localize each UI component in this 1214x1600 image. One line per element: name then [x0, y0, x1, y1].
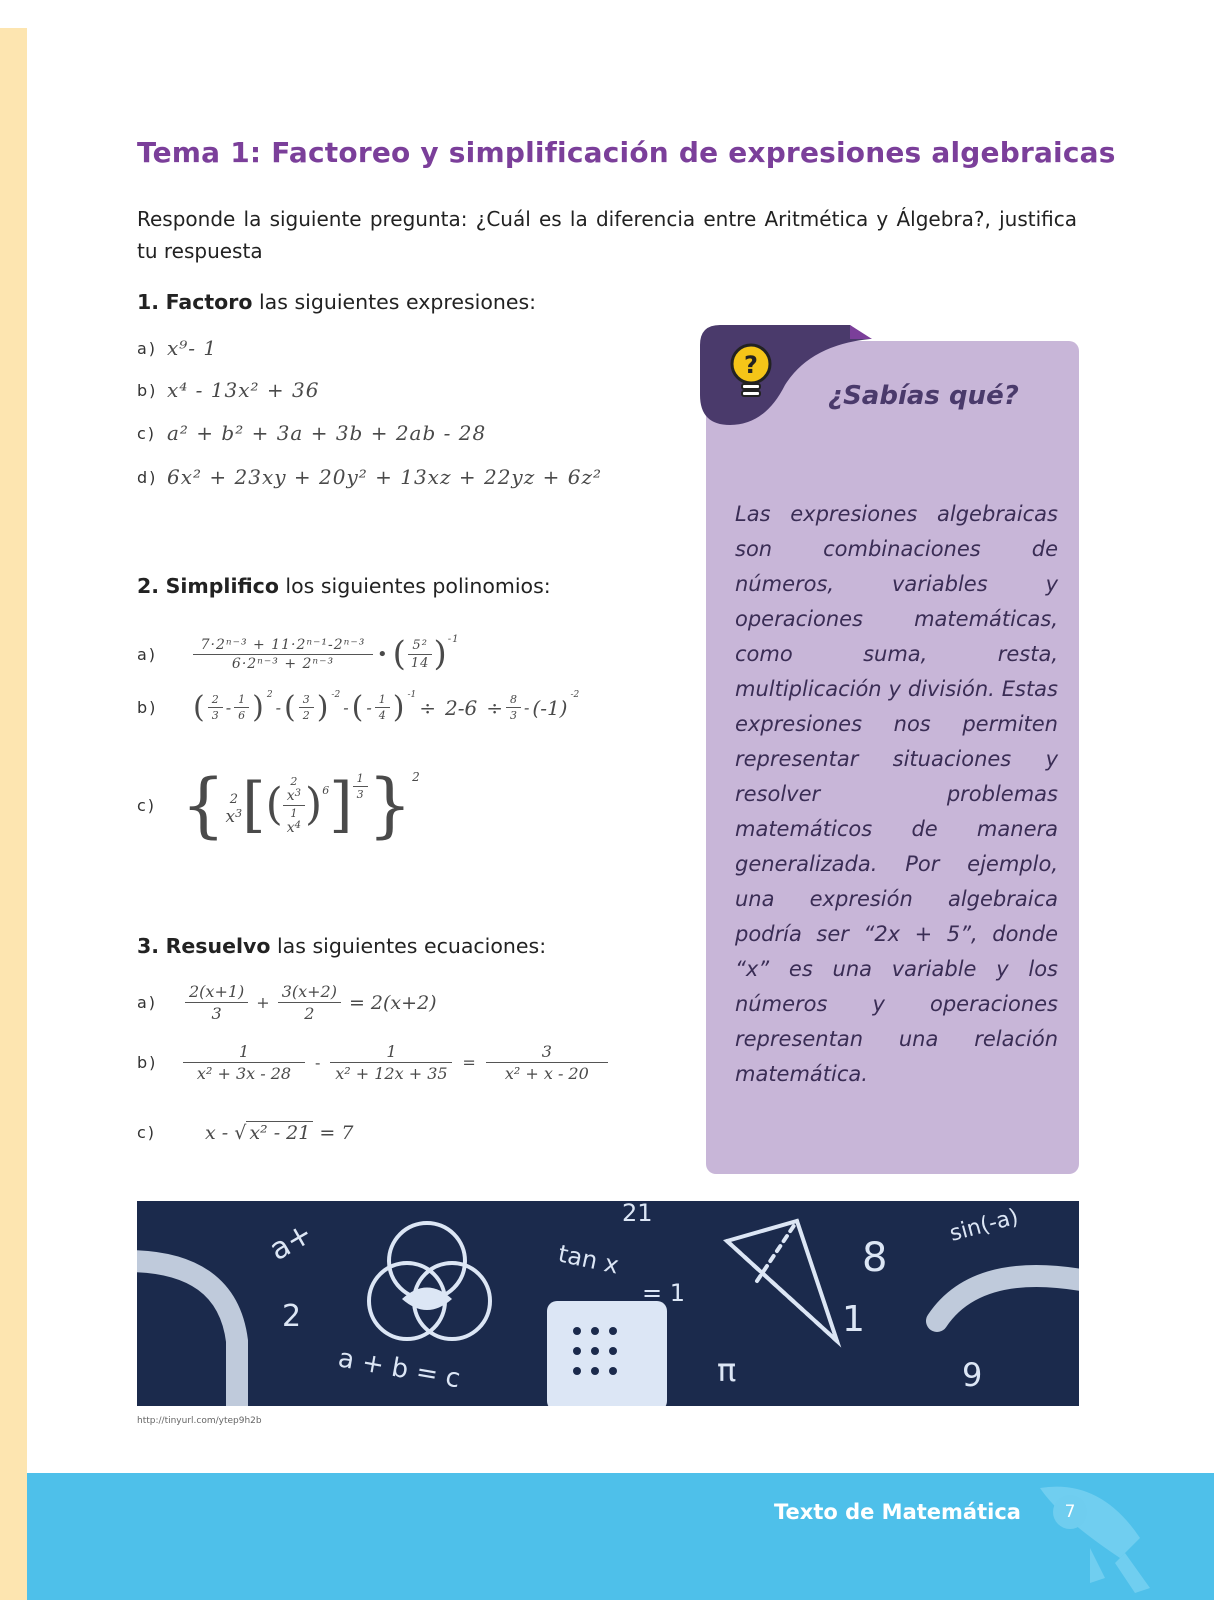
exercise-3a — [137, 982, 437, 1023]
banner-glyph: = 1 — [642, 1279, 686, 1307]
exponent-fraction — [353, 772, 368, 801]
paren: ( — [193, 690, 205, 725]
minus: - — [315, 1053, 321, 1072]
numerator: 3 — [299, 693, 314, 708]
right-side: = 7 — [313, 1121, 354, 1144]
paren-close: ) — [433, 634, 448, 674]
section3-rest: las siguientes ecuaciones: — [270, 934, 547, 958]
brace-open: { — [181, 764, 226, 846]
expression: 6x² + 23xy + 20y² + 13xz + 22yz + 6z² — [167, 465, 603, 489]
section3-heading — [137, 934, 546, 958]
denominator: 14 — [410, 655, 430, 671]
numerator — [283, 775, 305, 806]
bracket-open: [ — [242, 770, 266, 840]
exponent-denominator: 3 — [294, 787, 302, 799]
paren: ( — [283, 690, 296, 725]
negative-sign: - — [366, 698, 372, 717]
section2-verb: Simplifico — [165, 574, 279, 598]
numerator: 1 — [375, 693, 390, 708]
footer-book-title: Texto de Matemática — [774, 1500, 1021, 1524]
fraction — [185, 982, 248, 1023]
numerator: 7·2ⁿ⁻³ + 11·2ⁿ⁻¹-2ⁿ⁻³ — [193, 637, 373, 655]
banner-glyph: 21 — [622, 1201, 653, 1227]
section1-number: 1. — [137, 290, 160, 314]
item-label: a) — [137, 338, 158, 358]
equals: = — [462, 1053, 476, 1072]
left-side: x - — [205, 1121, 235, 1144]
exercise-2a — [137, 634, 459, 674]
denominator: 2 — [302, 709, 310, 722]
inner-fraction — [407, 638, 434, 671]
expression-2a — [193, 634, 459, 674]
bracket-close: ] — [329, 770, 353, 840]
calculator-icon — [547, 1301, 667, 1406]
exercise-1d — [137, 465, 602, 489]
section1-rest: las siguientes expresiones: — [252, 290, 537, 314]
item-label: a) — [137, 993, 158, 1012]
expression: x⁹- 1 — [167, 336, 218, 360]
did-you-know-title: ¿Sabías qué? — [828, 381, 1019, 411]
denominator: 3 — [211, 1004, 222, 1023]
banner-glyph: sin(-a) — [947, 1204, 1022, 1247]
banner-glyph: tan x — [555, 1239, 622, 1280]
exercise-1a — [137, 336, 217, 360]
minus: - — [523, 698, 530, 717]
exponent-denominator: 4 — [294, 819, 302, 831]
equation-3c — [205, 1121, 353, 1144]
minus: - — [225, 698, 232, 717]
item-label: a) — [137, 644, 158, 664]
exponent: 2 — [266, 690, 273, 700]
exponent: -1 — [407, 690, 417, 700]
paren: ) — [392, 690, 405, 725]
equation-3b — [183, 1042, 608, 1083]
base: x — [286, 787, 295, 804]
fraction — [506, 693, 521, 722]
svg-text:?: ? — [744, 351, 758, 379]
fraction — [183, 1042, 305, 1083]
denominator: 2 — [304, 1004, 315, 1023]
paren: ) — [316, 690, 329, 725]
item-label: b) — [137, 1053, 158, 1072]
banner-glyph: 8 — [862, 1235, 888, 1281]
equation-3a — [185, 982, 437, 1023]
image-credit-link[interactable]: http://tinyurl.com/ytep9h2b — [137, 1416, 262, 1426]
numerator: 8 — [506, 693, 521, 708]
item-label: b) — [137, 698, 158, 717]
denominator: x² + 3x - 28 — [196, 1064, 292, 1083]
plus: + — [256, 993, 270, 1012]
numerator: 3(x+2) — [278, 982, 341, 1003]
fraction — [299, 693, 314, 722]
banner-glyph: a + b = c — [335, 1343, 463, 1395]
exercise-2b — [137, 690, 579, 725]
numerator: 5² — [408, 638, 431, 655]
numerator: 2(x+1) — [185, 982, 248, 1003]
lightbulb-question-icon — [727, 342, 775, 402]
denominator: x² + x - 20 — [504, 1064, 589, 1083]
expression: a² + b² + 3a + 3b + 2ab - 28 — [167, 421, 487, 445]
exponent: -1 — [447, 634, 460, 645]
exponent-numerator: 2 — [290, 774, 298, 788]
numerator: 3 — [486, 1042, 608, 1063]
exponent: 6 — [322, 784, 330, 797]
main-fraction — [193, 637, 373, 672]
left-margin-strip — [0, 28, 27, 1600]
expression-2b — [193, 690, 579, 725]
math-banner-image — [137, 1201, 1079, 1406]
numerator: 1 — [330, 1042, 452, 1063]
right-side: = 2(x+2) — [348, 991, 437, 1014]
term: 2-6 — [445, 695, 478, 720]
fraction — [283, 775, 305, 836]
exercise-2c — [137, 764, 420, 846]
intro-question: Responde la siguiente pregunta: ¿Cuál es la diferencia entre Aritmética y Álgebra?, justifica tu respuesta — [137, 207, 1077, 263]
item-label: c) — [137, 795, 157, 815]
page-title: Tema 1: Factoreo y simplificación de expresiones algebraicas — [137, 136, 1116, 169]
divide-sign: ÷ — [486, 695, 503, 720]
numerator: 1 — [183, 1042, 305, 1063]
base: x — [225, 806, 236, 827]
banner-glyph: a+ — [263, 1215, 319, 1268]
fraction — [330, 1042, 452, 1083]
exercise-1c — [137, 421, 486, 445]
numerator: 1 — [353, 772, 368, 787]
section1-heading — [137, 290, 536, 314]
denominator: 4 — [378, 709, 386, 722]
item-label: b) — [137, 380, 158, 400]
base: x — [286, 819, 295, 836]
brace-close: } — [367, 764, 413, 846]
did-you-know-text: Las expresiones algebraicas son combinaciones de números, variables y operaciones matemáticas, como suma, resta, multiplicación y división. Estas expresiones nos permiten representar situaciones y resolver problemas matemáticos de manera generalizada. Por ejemplo, una expresión algebraica podría ser “2x + 5”, donde “x” es una variable y los números y operaciones representan una relación matemática. — [735, 502, 1058, 1086]
denominator: 3 — [211, 709, 219, 722]
numerator: 2 — [208, 693, 223, 708]
section1-verb: Factoro — [165, 290, 253, 314]
power-term — [226, 792, 243, 827]
item-label: c) — [137, 1123, 157, 1142]
denominator: 3 — [509, 709, 517, 722]
section3-verb: Resuelvo — [165, 934, 271, 958]
paren-close: ) — [305, 779, 323, 830]
rocket-icon — [1030, 1478, 1170, 1600]
multiply-dot: • — [377, 643, 389, 665]
banner-glyph: 1 — [842, 1299, 865, 1340]
square-root-sign: √ — [234, 1121, 247, 1144]
math-doodles-illustration — [137, 1201, 1079, 1406]
banner-glyph: 9 — [962, 1356, 983, 1394]
minus: - — [275, 698, 281, 717]
denominator: x² + 12x + 35 — [335, 1064, 448, 1083]
exponent-numerator: 2 — [229, 791, 238, 807]
exponent-numerator: 1 — [290, 806, 298, 820]
paren-open: ( — [265, 779, 283, 830]
denominator: 3 — [356, 788, 364, 801]
divide-sign: ÷ — [419, 695, 436, 720]
expression: x⁴ - 13x² + 36 — [167, 378, 320, 402]
radicand: x² - 21 — [246, 1121, 313, 1144]
item-label: d) — [137, 467, 158, 487]
denominator: 6·2ⁿ⁻³ + 2ⁿ⁻³ — [231, 655, 335, 672]
fraction — [234, 693, 249, 722]
expression-2c — [181, 764, 420, 846]
term: (-1) — [532, 695, 568, 720]
denominator — [283, 806, 305, 836]
exponent: 2 — [412, 770, 420, 784]
banner-glyph: π — [717, 1351, 737, 1389]
exercise-3b — [137, 1042, 608, 1083]
exponent: -2 — [570, 690, 580, 700]
fraction — [486, 1042, 608, 1083]
paren-open: ( — [392, 634, 407, 674]
section2-heading — [137, 574, 551, 598]
fraction — [208, 693, 223, 722]
section2-number: 2. — [137, 574, 160, 598]
banner-glyph: 2 — [282, 1299, 302, 1334]
minus: - — [343, 698, 349, 717]
item-label: c) — [137, 423, 157, 443]
fraction — [375, 693, 390, 722]
exponent-denominator: 3 — [235, 806, 243, 820]
fraction — [278, 982, 341, 1023]
section3-number: 3. — [137, 934, 160, 958]
section2-rest: los siguientes polinomios: — [278, 574, 551, 598]
exercise-1b — [137, 378, 319, 402]
exponent: -2 — [331, 690, 341, 700]
exercise-3c — [137, 1121, 353, 1144]
paren: ( — [351, 690, 364, 725]
page-number: 7 — [1053, 1495, 1087, 1529]
denominator: 6 — [238, 709, 246, 722]
paren: ) — [252, 690, 264, 725]
numerator: 1 — [234, 693, 249, 708]
